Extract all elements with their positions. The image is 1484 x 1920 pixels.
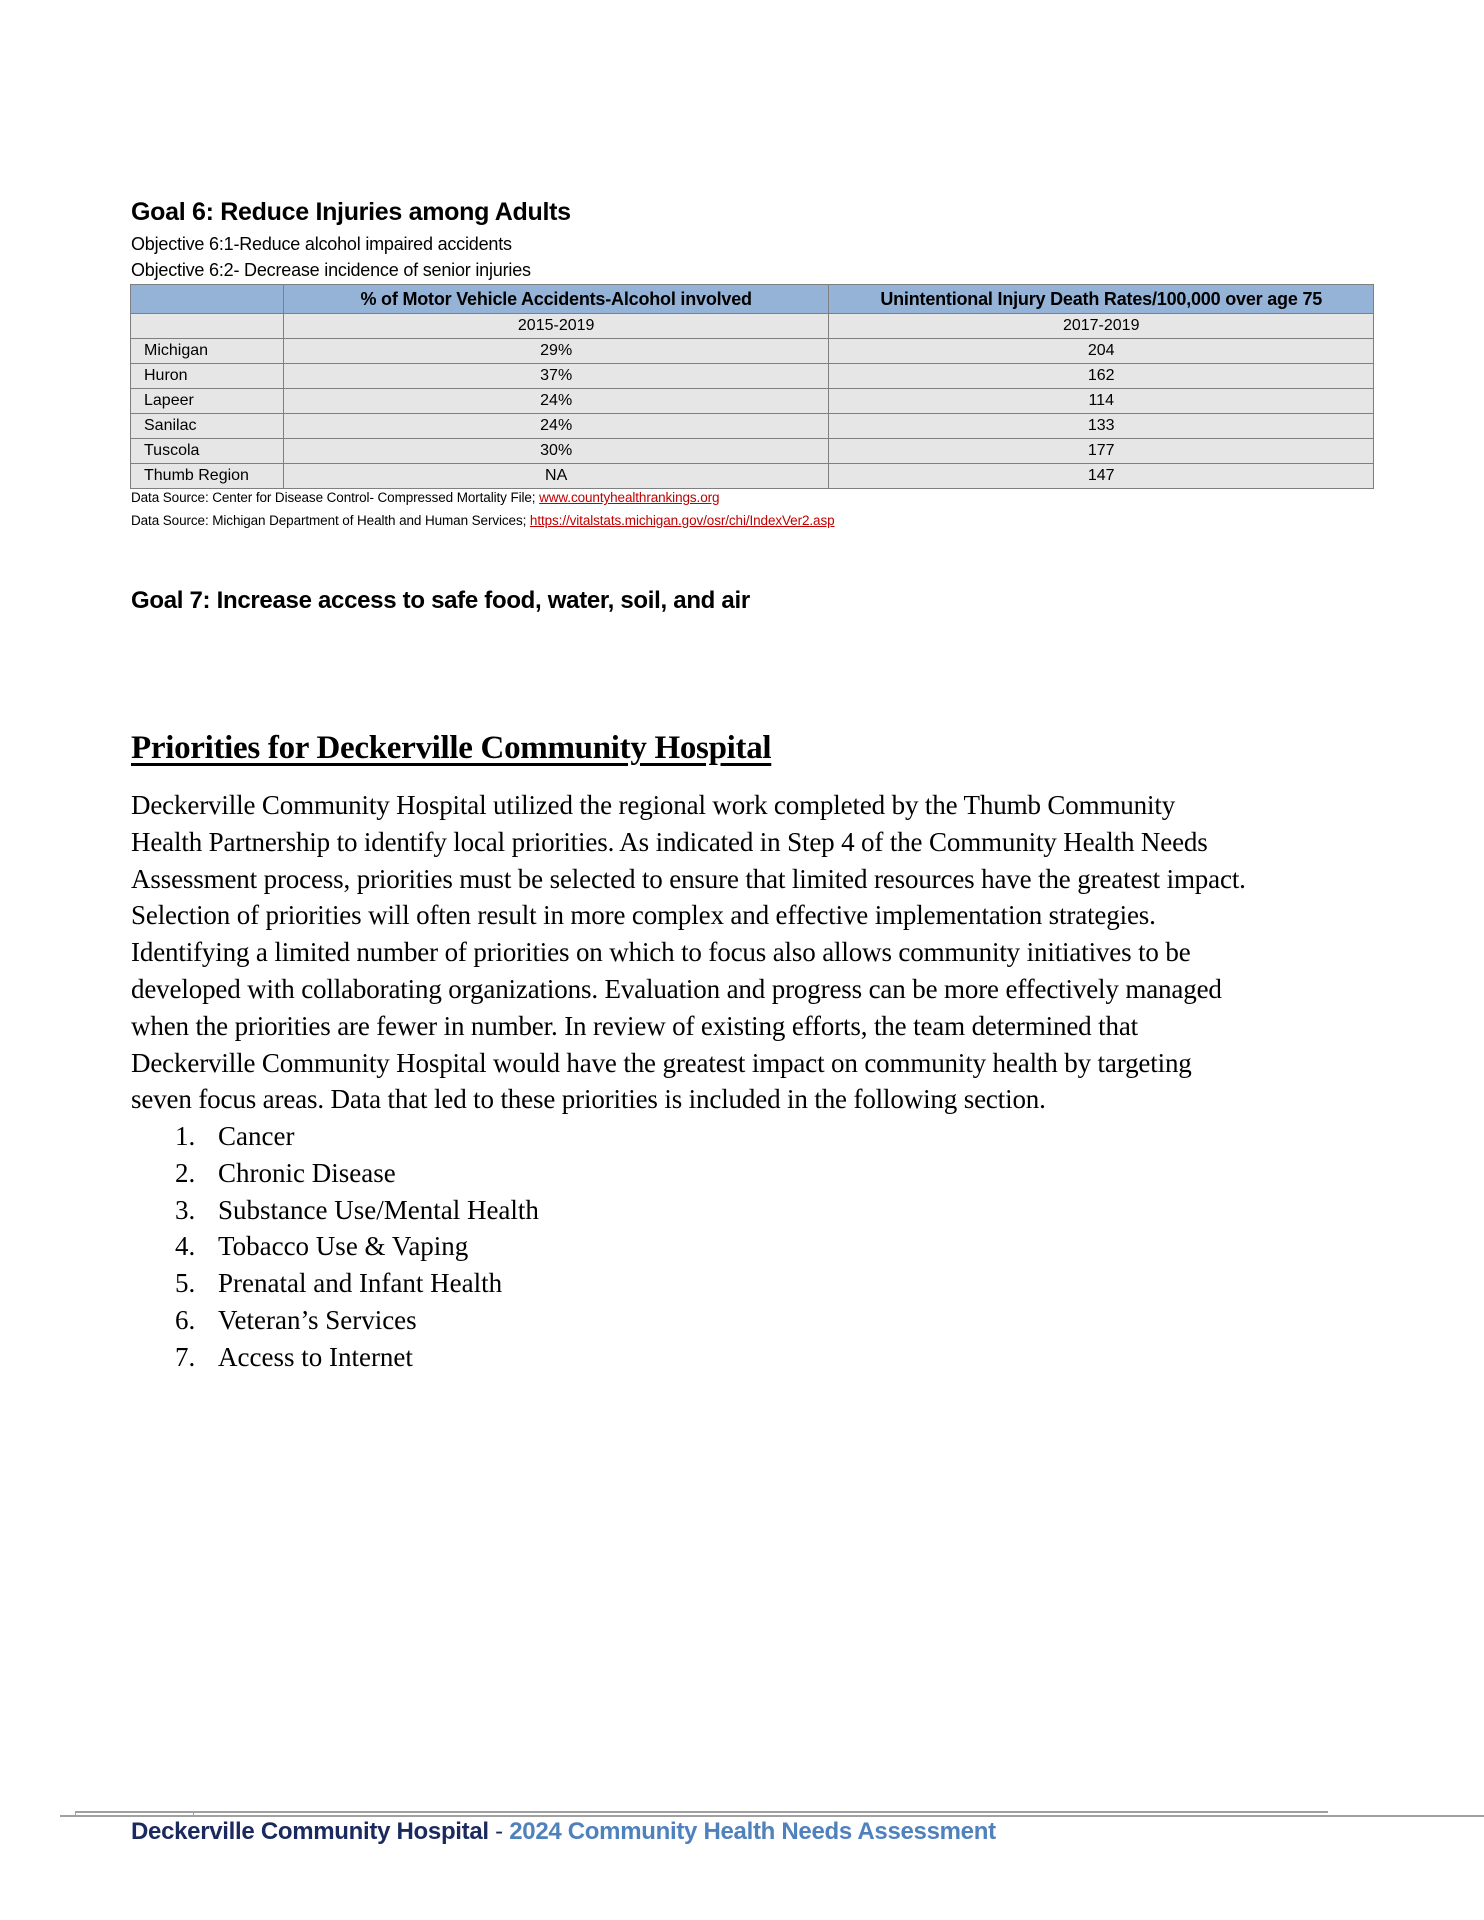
- period-cell-alcohol: 2015-2019: [283, 314, 829, 339]
- alcohol-pct-cell: 30%: [283, 439, 829, 464]
- list-item: [131, 1339, 539, 1376]
- paragraph-line: Deckerville Community Hospital utilized the regional work completed by the Thumb Community: [131, 790, 1176, 820]
- goal-6-heading: Goal 6: Reduce Injuries among Adults: [131, 198, 571, 226]
- period-cell-blank: [131, 314, 284, 339]
- list-item: [131, 1265, 539, 1302]
- alcohol-pct-cell: 37%: [283, 364, 829, 389]
- period-cell-injury: 2017-2019: [829, 314, 1374, 339]
- list-item: [131, 1192, 539, 1229]
- paragraph-line: Identifying a limited number of priorities on which to focus also allows community initiatives to be: [131, 937, 1191, 968]
- list-item: [131, 1118, 539, 1155]
- table-row: [131, 364, 1374, 389]
- data-source-cdc-text: Data Source: Center for Disease Control- Compressed Mortality File;: [131, 490, 540, 505]
- list-label: Tobacco Use & Vaping: [218, 1231, 469, 1262]
- table-row: [131, 414, 1374, 439]
- injury-rate-cell: 177: [829, 439, 1374, 464]
- list-number: 3.: [175, 1194, 196, 1225]
- paragraph-line: developed with collaborating organizations. Evaluation and progress can be more effectively managed: [131, 973, 1222, 1004]
- table-period-row: [131, 314, 1374, 339]
- table-header-row: [131, 285, 1374, 314]
- region-cell: Lapeer: [131, 389, 284, 414]
- goal-7-heading: Goal 7: Increase access to safe food, water, soil, and air: [131, 587, 750, 614]
- footer-divider-tick: [75, 1811, 76, 1817]
- column-header-region: [131, 285, 284, 314]
- vitalstats-link[interactable]: https://vitalstats.michigan.gov/osr/chi/IndexVer2.asp: [529, 513, 835, 528]
- list-number: 5.: [175, 1268, 196, 1299]
- data-source-mdhhs: [131, 511, 835, 531]
- footer-divider-top: [75, 1811, 1328, 1813]
- list-item: [131, 1155, 539, 1192]
- injury-rate-cell: 162: [829, 364, 1374, 389]
- paragraph-line: Selection of priorities will often result in more complex and effective implementation strategies.: [131, 900, 1156, 931]
- list-label: Prenatal and Infant Health: [218, 1268, 503, 1299]
- region-cell: Tuscola: [131, 439, 284, 464]
- footer-document-title: 2024 Community Health Needs Assessment: [509, 1818, 996, 1845]
- paragraph-line: when the priorities are fewer in number. In review of existing efforts, the team determined that: [131, 1010, 1138, 1041]
- footer-organization: Deckerville Community Hospital: [131, 1818, 489, 1845]
- list-label: Chronic Disease: [218, 1157, 396, 1188]
- list-number: 7.: [175, 1341, 196, 1372]
- list-label: Substance Use/Mental Health: [218, 1194, 539, 1225]
- alcohol-pct-cell: 29%: [283, 339, 829, 364]
- priorities-list: [131, 1118, 539, 1376]
- list-item: [131, 1302, 539, 1339]
- list-number: 6.: [175, 1304, 196, 1335]
- alcohol-pct-cell: 24%: [283, 414, 829, 439]
- table-row: [131, 389, 1374, 414]
- list-label: Cancer: [218, 1121, 295, 1151]
- table-row: [131, 339, 1374, 364]
- table-row: [131, 464, 1374, 489]
- objective-6-2: Objective 6:2- Decrease incidence of senior injuries: [131, 260, 531, 280]
- paragraph-line: Deckerville Community Hospital would have the greatest impact on community health by targeting: [131, 1047, 1192, 1078]
- paragraph-line: Health Partnership to identify local priorities. As indicated in Step 4 of the Community Health Needs: [131, 826, 1208, 857]
- county-health-rankings-link[interactable]: www.countyhealthrankings.org: [539, 490, 720, 505]
- data-source-cdc: [131, 488, 719, 508]
- region-cell: Huron: [131, 364, 284, 389]
- table-row: [131, 439, 1374, 464]
- injury-rate-cell: 133: [829, 414, 1374, 439]
- priorities-heading: Priorities for Deckerville Community Hospital: [131, 730, 772, 766]
- objective-6-1: Objective 6:1-Reduce alcohol impaired accidents: [131, 234, 512, 254]
- column-header-alcohol-accidents: % of Motor Vehicle Accidents-Alcohol involved: [283, 285, 829, 314]
- footer-separator: -: [488, 1818, 510, 1845]
- data-source-mdhhs-text: Data Source: Michigan Department of Health and Human Services;: [131, 513, 530, 528]
- paragraph-line: Assessment process, priorities must be selected to ensure that limited resources have the greatest impact.: [131, 863, 1246, 894]
- priorities-paragraph: [131, 787, 1381, 1118]
- injury-rate-cell: 204: [829, 339, 1374, 364]
- list-label: Veteran’s Services: [218, 1304, 417, 1335]
- injury-rate-cell: 147: [829, 464, 1374, 489]
- list-number: 1.: [175, 1121, 196, 1151]
- list-item: [131, 1228, 539, 1265]
- region-cell: Sanilac: [131, 414, 284, 439]
- injury-rate-cell: 114: [829, 389, 1374, 414]
- list-number: 2.: [175, 1157, 196, 1188]
- list-label: Access to Internet: [218, 1341, 413, 1372]
- list-number: 4.: [175, 1231, 196, 1262]
- region-cell: Michigan: [131, 339, 284, 364]
- column-header-injury-death-rate: Unintentional Injury Death Rates/100,000 over age 75: [829, 285, 1374, 314]
- page-footer: [131, 1817, 996, 1847]
- alcohol-pct-cell: 24%: [283, 389, 829, 414]
- alcohol-pct-cell: NA: [283, 464, 829, 489]
- region-cell: Thumb Region: [131, 464, 284, 489]
- injury-data-table: [130, 284, 1374, 489]
- paragraph-line: seven focus areas. Data that led to these priorities is included in the following section.: [131, 1084, 1046, 1115]
